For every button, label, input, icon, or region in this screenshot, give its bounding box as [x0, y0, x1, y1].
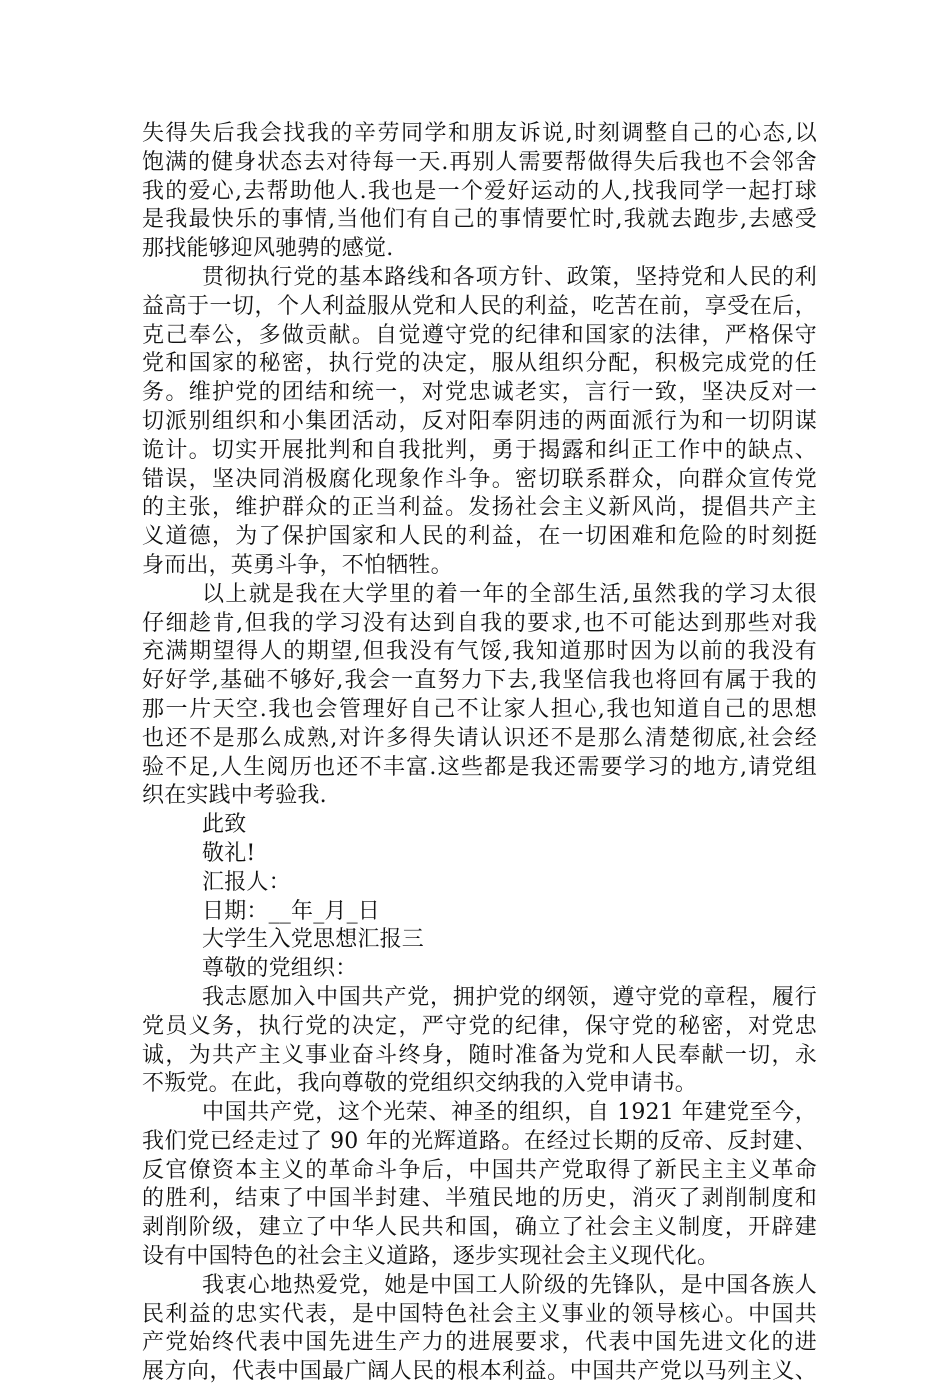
text-line: 的胜利，结束了中国半封建、半殖民地的历史，消灭了剥削制度和 — [142, 1186, 817, 1212]
text-line: 饱满的健身状态去对待每一天.再别人需要帮做得失后我也不会邻舍 — [142, 149, 817, 175]
text-line: 那找能够迎风驰骋的感觉. — [142, 236, 394, 262]
text-line: 诡计。切实开展批判和自我批判，勇于揭露和纠正工作中的缺点、 — [142, 437, 817, 463]
text-line: 汇报人： — [202, 869, 291, 895]
text-line: 也还不是那么成熟,对许多得失请认识还不是那么清楚彻底,社会经 — [142, 725, 817, 751]
text-line: 剥削阶级，建立了中华人民共和国，确立了社会主义制度，开辟建 — [142, 1215, 817, 1241]
document-body — [142, 120, 817, 1387]
text-line: 益高于一切，个人利益服从党和人民的利益，吃苦在前，享受在后， — [142, 293, 817, 319]
text-line: 民利益的忠实代表，是中国特色社会主义事业的领导核心。中国共 — [142, 1301, 817, 1327]
text-line: 设有中国特色的社会主义道路，逐步实现社会主义现代化。 — [142, 1244, 720, 1270]
text-line: 此致 — [202, 812, 247, 838]
text-line: 是我最快乐的事情,当他们有自己的事情要忙时,我就去跑步,去感受 — [142, 207, 817, 233]
text-line: 错误，坚决同消极腐化现象作斗争。密切联系群众，向群众宣传党 — [142, 466, 817, 492]
text-line: 织在实践中考验我. — [142, 783, 327, 809]
text-line: 反官僚资本主义的革命斗争后，中国共产党取得了新民主主义革命 — [142, 1157, 817, 1183]
text-line: 务。维护党的团结和统一，对党忠诚老实，言行一致，坚决反对一 — [142, 380, 817, 406]
text-line: 展方向，代表中国最广阔人民的根本利益。中国共产党以马列主义、 — [142, 1359, 817, 1385]
text-line: 的主张，维护群众的正当利益。发扬社会主义新风尚，提倡共产主 — [142, 495, 817, 521]
text-line: 尊敬的党组织： — [202, 956, 358, 982]
text-line: 党和国家的秘密，执行党的决定，服从组织分配，积极完成党的任 — [142, 351, 817, 377]
text-line: 敬礼! — [202, 840, 256, 866]
text-line: 切派别组织和小集团活动，反对阳奉阴违的两面派行为和一切阴谋 — [142, 408, 817, 434]
text-line: 好好学,基础不够好,我会一直努力下去,我坚信我也将回有属于我的 — [142, 668, 817, 694]
text-line: 义道德，为了保护国家和人民的利益，在一切困难和危险的时刻挺 — [142, 524, 817, 550]
text-line: 失得失后我会找我的辛劳同学和朋友诉说,时刻调整自己的心态,以 — [142, 121, 817, 146]
text-line: 中国共产党，这个光荣、神圣的组织，自 1921 年建党至今， — [202, 1100, 817, 1126]
text-line: 日期：__年_月_日 — [202, 898, 381, 924]
text-line: 身而出，英勇斗争，不怕牺牲。 — [142, 552, 453, 578]
text-line: 验不足,人生阅历也还不丰富.这些都是我还需要学习的地方,请党组 — [142, 754, 817, 780]
text-line: 大学生入党思想汇报三 — [202, 927, 425, 953]
text-line: 我衷心地热爱党，她是中国工人阶级的先锋队，是中国各族人 — [202, 1272, 817, 1298]
text-line: 不叛党。在此，我向尊敬的党组织交纳我的入党申请书。 — [142, 1071, 698, 1097]
text-line: 仔细趁肯,但我的学习没有达到自我的要求,也不可能达到那些对我 — [142, 610, 817, 636]
text-line: 充满期望得人的期望,但我没有气馁,我知道那时因为以前的我没有 — [142, 639, 817, 665]
text-line: 党员义务，执行党的决定，严守党的纪律，保守党的秘密，对党忠 — [142, 1013, 817, 1039]
text-line: 我志愿加入中国共产党，拥护党的纲领，遵守党的章程，履行 — [202, 984, 817, 1010]
text-line: 克己奉公，多做贡献。自觉遵守党的纪律和国家的法律，严格保守 — [142, 322, 817, 348]
text-line: 产党始终代表中国先进生产力的进展要求，代表中国先进文化的进 — [142, 1330, 817, 1356]
text-line: 那一片天空.我也会管理好自己不让家人担心,我也知道自己的思想 — [142, 696, 817, 722]
text-line: 我们党已经走过了 90 年的光辉道路。在经过长期的反帝、反封建、 — [142, 1128, 817, 1154]
text-line: 贯彻执行党的基本路线和各项方针、政策，坚持党和人民的利 — [202, 264, 817, 290]
text-line: 我的爱心,去帮助他人.我也是一个爱好运动的人,找我同学一起打球 — [142, 178, 817, 204]
text-line: 以上就是我在大学里的着一年的全部生活,虽然我的学习太很 — [202, 581, 817, 607]
text-line: 诚，为共产主义事业奋斗终身，随时准备为党和人民奉献一切，永 — [142, 1042, 817, 1068]
